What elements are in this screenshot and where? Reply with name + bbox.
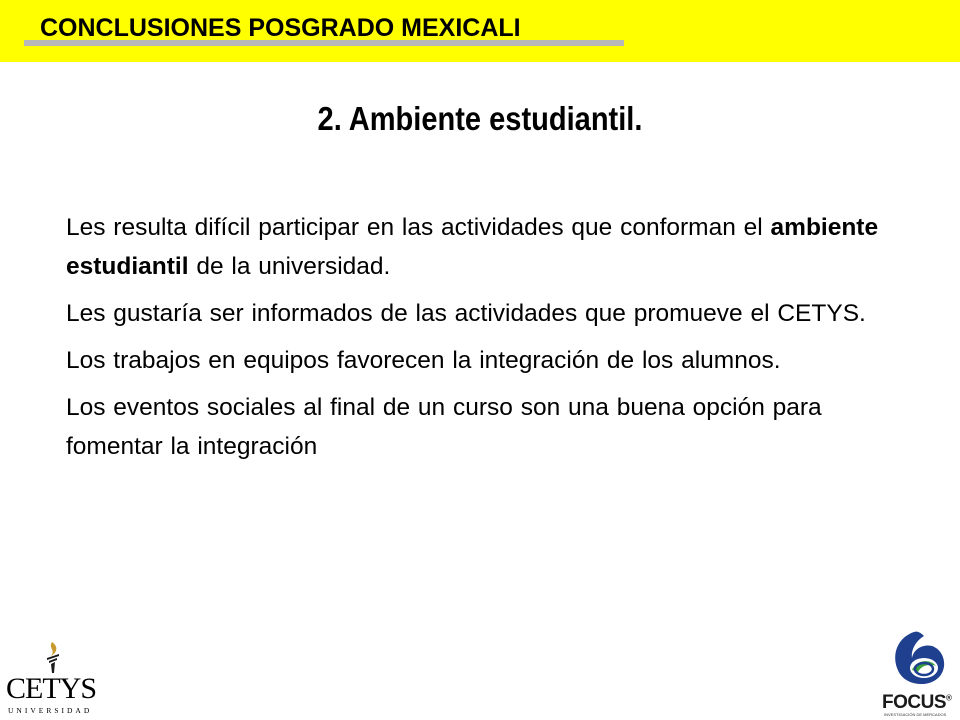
torch-icon [38,640,68,674]
paragraph-3: Los trabajos en equipos favorecen la integración de los alumnos. [66,347,781,374]
paragraph-2: Les gustaría ser informados de las actividades que promueve el CETYS. [66,300,866,327]
header-title: CONCLUSIONES POSGRADO MEXICALI [40,14,521,42]
focus-wordmark [882,692,951,714]
focus-name: FOCUS [882,692,946,713]
focus-trademark: ® [946,693,952,703]
cetys-logo [0,636,110,720]
slide-body [66,208,886,474]
paragraph-4: Los eventos sociales al final de un curso son una buena opción para fomentar la integración [66,394,822,460]
paragraph-1-text: Les resulta difícil participar en las actividades que conforman el [66,214,771,241]
cetys-subtitle: UNIVERSIDAD [8,706,93,715]
focus-swirl-icon [884,628,952,690]
paragraph-1-bold: ambiente estudiantil [66,214,879,280]
slide-title: 2. Ambiente estudiantil. [317,100,643,137]
cetys-wordmark: CETYS [6,672,97,705]
paragraph-1-tail: de la universidad. [188,253,391,280]
paragraph-1 [66,208,886,286]
focus-subtitle: INVESTIGACIÓN DE MERCADOS [884,712,947,717]
focus-logo [878,628,958,720]
